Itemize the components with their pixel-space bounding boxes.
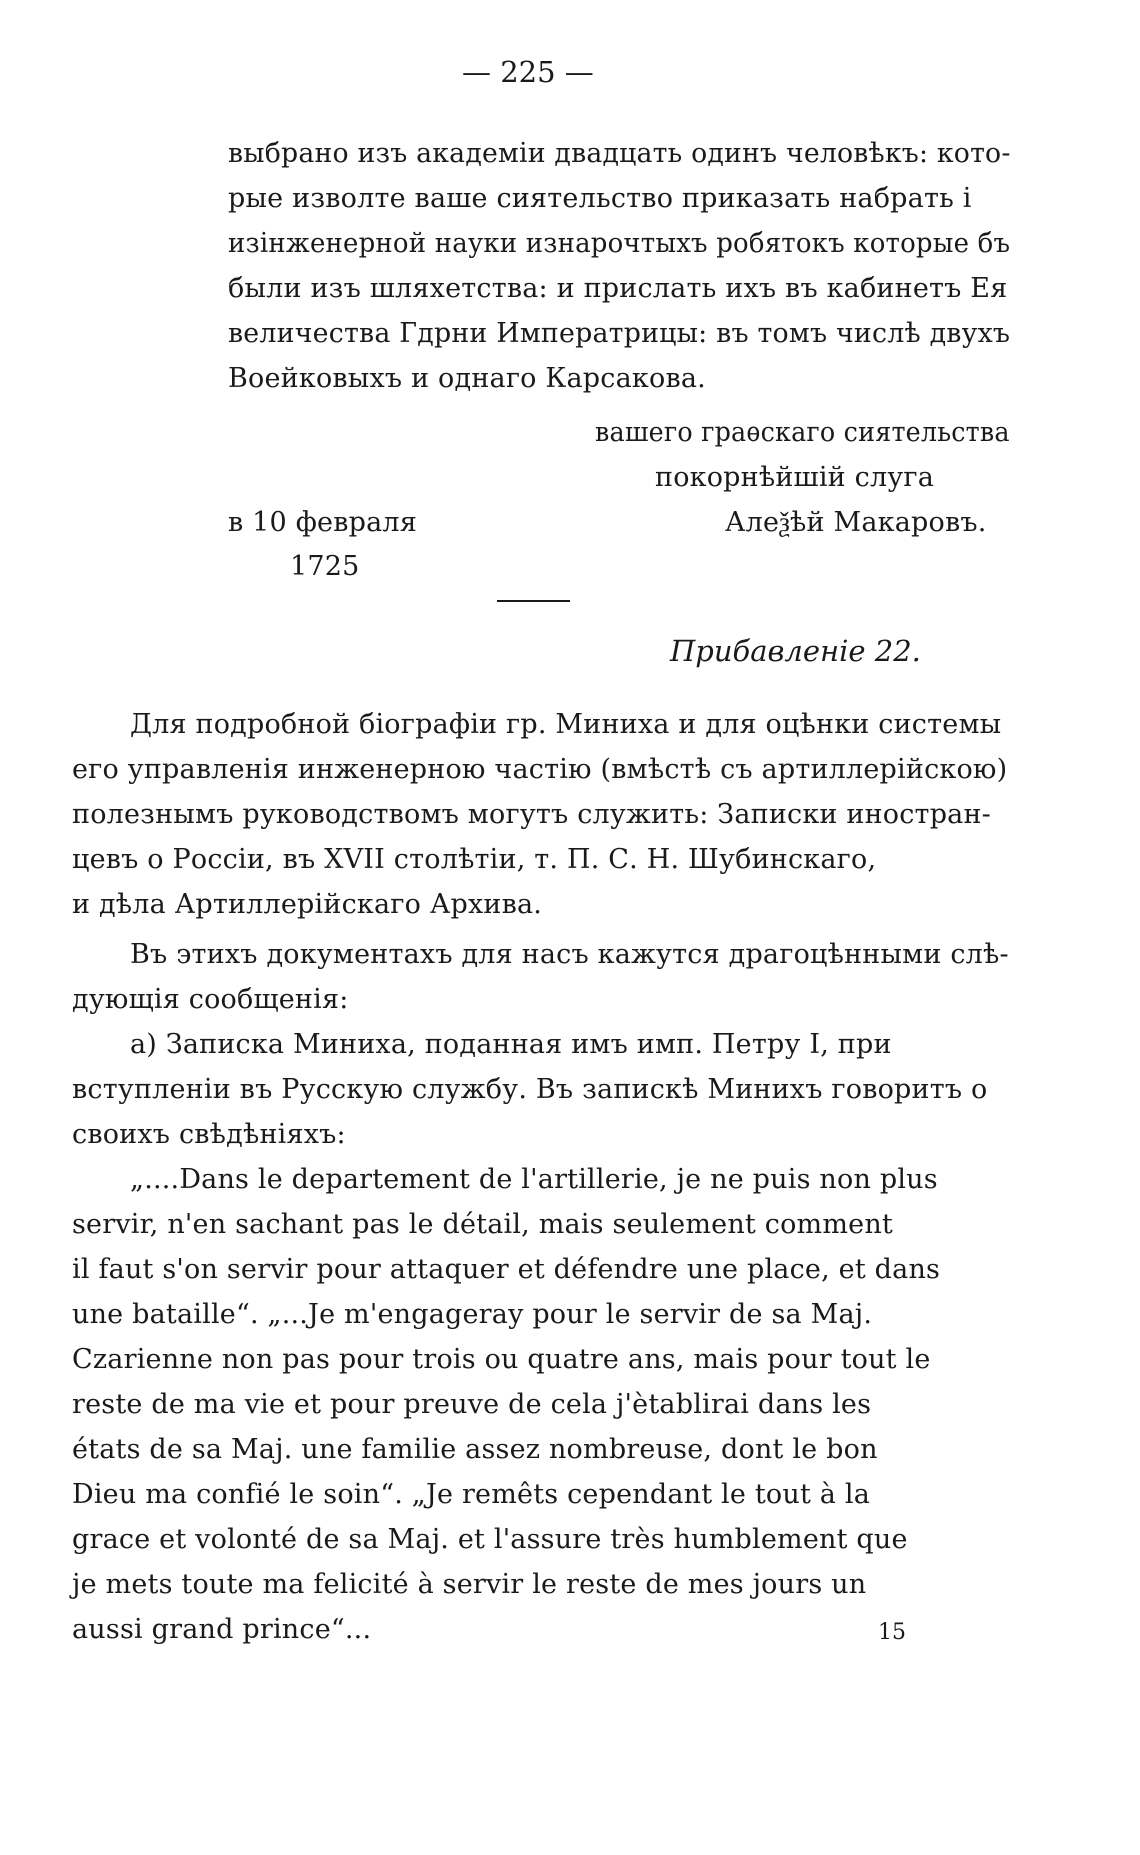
quote-line: il faut s'on servir pour attaquer et défendre une place, et dans (72, 1254, 941, 1285)
body-line: а) Записка Миниха, поданная имъ имп. Петру I, при (130, 1029, 892, 1060)
body-line: и дѣла Артиллерійскаго Архива. (72, 889, 543, 920)
quote-line: „....Dans le departement de l'artillerie, je ne puis non plus (130, 1164, 938, 1195)
letter-line: величества Гдрни Императрицы: въ томъ числѣ двухъ (228, 318, 1011, 349)
quote-line: Dieu ma confié le soin“. „Je remêts cependant le tout à la (72, 1479, 870, 1510)
body-line: полезнымъ руководствомъ могутъ служить: Записки иностран- (72, 799, 991, 830)
letter-line: были изъ шляхетства: и прислать ихъ въ кабинетъ Ея (228, 273, 1008, 304)
letter-date: в 10 февраля (228, 507, 418, 538)
section-divider (497, 600, 570, 602)
letter-line: Воейковыхъ и однаго Карсакова. (228, 363, 706, 394)
quote-line: je mets toute ma felicité à servir le reste de mes jours un (72, 1569, 867, 1600)
body-line: Для подробной біографіи гр. Миниха и для оцѣнки системы (130, 709, 1002, 740)
letter-closing: вашего граѳскаго сиятельства (595, 417, 1010, 448)
quote-line: états de sa Maj. une familie assez nombreuse, dont le bon (72, 1434, 878, 1465)
body-line: его управленія инженерною частію (вмѣстѣ съ артиллерійскою) (72, 754, 1008, 785)
body-line: вступленіи въ Русскую службу. Въ запискѣ Минихъ говоритъ о (72, 1074, 988, 1105)
letter-line: рые изволте ваше сиятельство приказать набрать і (228, 183, 972, 214)
quote-line: une bataille“. „...Je m'engageray pour le servir de sa Maj. (72, 1299, 873, 1330)
quote-line: aussi grand prince“... (72, 1614, 372, 1645)
letter-year: 1725 (290, 551, 360, 582)
body-line: цевъ о Россіи, въ XVII столѣтіи, т. П. С. Н. Шубинскаго, (72, 844, 877, 875)
letter-line: выбрано изъ академіи двадцать одинъ человѣкъ: кото- (228, 138, 1011, 169)
body-line: Въ этихъ документахъ для насъ кажутся драгоцѣнными слѣ- (130, 939, 1009, 970)
letter-closing: покорнѣйшій слуга (655, 462, 935, 493)
quote-line: Czarienne non pas pour trois ou quatre ans, mais pour tout le (72, 1344, 931, 1375)
quote-line: reste de ma vie et pour preuve de cela j'ètablirai dans les (72, 1389, 872, 1420)
letter-line: изінженерной науки изнарочтыхъ робятокъ которые бъ (228, 228, 1011, 259)
quote-line: grace et volonté de sa Maj. et l'assure très humblement que (72, 1524, 908, 1555)
sheet-signature-number: 15 (878, 1620, 906, 1645)
body-line: дующія сообщенія: (72, 984, 349, 1015)
appendix-heading: Прибавленіе 22. (670, 634, 921, 668)
letter-signature: Алеѯѣй Макаровъ. (725, 507, 987, 538)
quote-line: servir, n'en sachant pas le détail, mais seulement comment (72, 1209, 893, 1240)
page-number: — 225 — (462, 55, 594, 89)
body-line: своихъ свѣдѣніяхъ: (72, 1119, 346, 1150)
